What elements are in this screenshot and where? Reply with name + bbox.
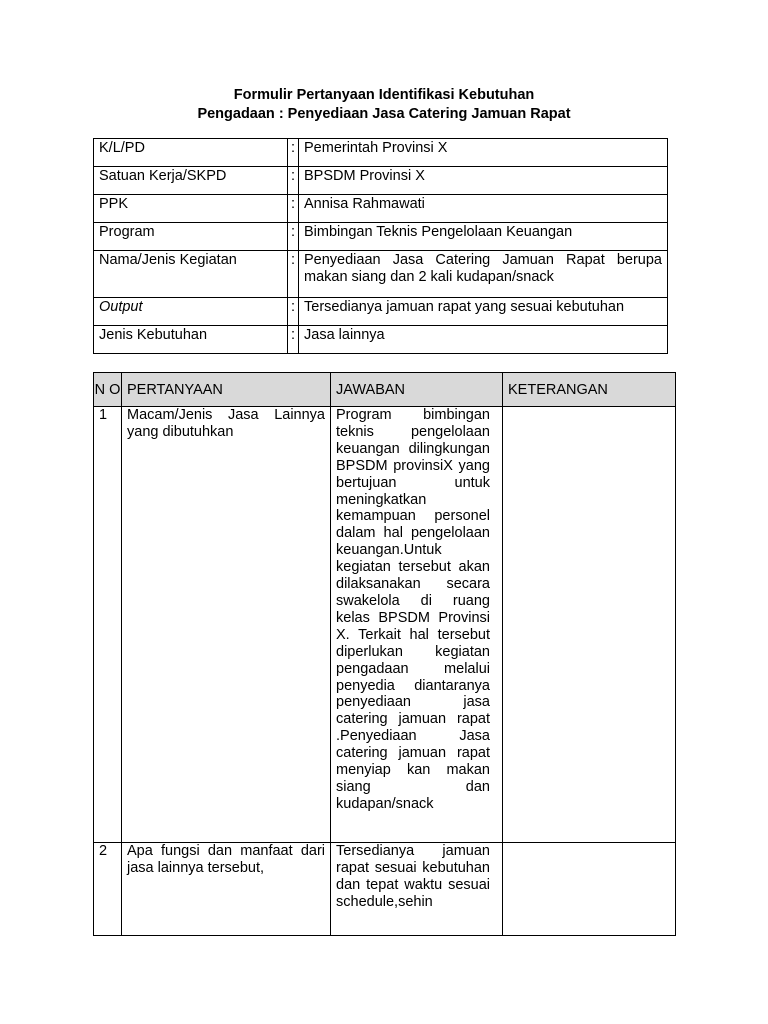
info-row	[94, 195, 668, 223]
info-label: Satuan Kerja/SKPD	[94, 167, 288, 195]
info-label: K/L/PD	[94, 139, 288, 167]
info-separator: :	[288, 167, 299, 195]
info-row	[94, 251, 668, 298]
answer-cell: Tersedianya jamuan rapat sesuai kebutuhan dan tepat waktu sesuai schedule,sehin	[331, 843, 503, 936]
info-row	[94, 139, 668, 167]
note-cell	[503, 407, 676, 843]
info-label: Program	[94, 223, 288, 251]
info-value: Annisa Rahmawati	[299, 195, 668, 223]
info-separator: :	[288, 223, 299, 251]
table-row	[94, 843, 676, 936]
info-value: Tersedianya jamuan rapat yang sesuai kebutuhan	[299, 298, 668, 326]
info-row	[94, 326, 668, 354]
info-row	[94, 223, 668, 251]
info-value: Pemerintah Provinsi X	[299, 139, 668, 167]
question-table	[93, 372, 676, 936]
info-value: Penyediaan Jasa Catering Jamuan Rapat berupa makan siang dan 2 kali kudapan/snack	[299, 251, 668, 298]
note-cell	[503, 843, 676, 936]
info-row	[94, 167, 668, 195]
question-cell: Macam/Jenis Jasa Lainnya yang dibutuhkan	[122, 407, 331, 843]
header-pertanyaan: PERTANYAAN	[122, 373, 331, 407]
header-jawaban: JAWABAN	[331, 373, 503, 407]
header-no: N O	[94, 373, 122, 407]
table-header-row	[94, 373, 676, 407]
document-title: Formulir Pertanyaan Identifikasi Kebutuhan	[233, 87, 535, 103]
info-separator: :	[288, 326, 299, 354]
answer-cell: Program bimbingan teknis pengelolaan keuangan dilingkungan BPSDM provinsiX yang bertujuan untuk meningkatkan kemampuan personel dalam hal pengelolaan keuangan.Untuk kegiatan tersebut akan dilaksanakan secara swakelola di ruang kelas BPSDM Provinsi X. Terkait hal tersebut diperlukan kegiatan pengadaan melalui penyedia diantaranya penyediaan jasa catering jamuan rapat .Penyediaan Jasa catering jamuan rapat menyiap kan makan siang dan kudapan/snack	[331, 407, 503, 843]
header-keterangan: KETERANGAN	[503, 373, 676, 407]
row-number: 2	[94, 843, 122, 936]
info-table	[93, 138, 668, 354]
document-subtitle: Pengadaan : Penyediaan Jasa Catering Jamuan Rapat	[197, 106, 571, 122]
info-value: Jasa lainnya	[299, 326, 668, 354]
info-value: BPSDM Provinsi X	[299, 167, 668, 195]
info-separator: :	[288, 298, 299, 326]
info-separator: :	[288, 251, 299, 298]
info-value: Bimbingan Teknis Pengelolaan Keuangan	[299, 223, 668, 251]
info-label: Output	[94, 298, 288, 326]
question-cell: Apa fungsi dan manfaat dari jasa lainnya tersebut,	[122, 843, 331, 936]
info-separator: :	[288, 195, 299, 223]
info-label: Nama/Jenis Kegiatan	[94, 251, 288, 298]
info-separator: :	[288, 139, 299, 167]
table-row	[94, 407, 676, 843]
info-label: Jenis Kebutuhan	[94, 326, 288, 354]
info-row	[94, 298, 668, 326]
row-number: 1	[94, 407, 122, 843]
info-label: PPK	[94, 195, 288, 223]
